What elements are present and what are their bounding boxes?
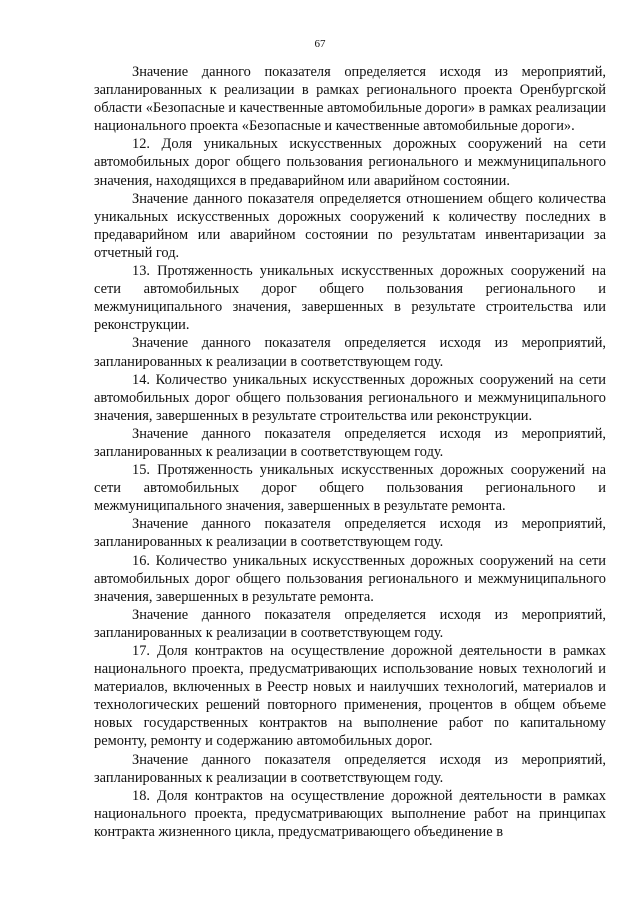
paragraph-indicator-13: 13. Протяженность уникальных искусственных дорожных сооружений на сети автомобильных дорог общего пользования регионального и межмуниципального значения, завершенных в результате строительства или реконструкции. (94, 263, 606, 334)
paragraph-indicator-18: 18. Доля контрактов на осуществление дорожной деятельности в рамках национального проекта, предусматривающих выполнение работ на принципах контракта жизненного цикла, предусматривающего объединение в (94, 787, 606, 840)
paragraph-value-description: Значение данного показателя определяется исходя из мероприятий, запланированных к реализации в соответствующем году. (94, 606, 606, 641)
paragraph-indicator-17: 17. Доля контрактов на осуществление дорожной деятельности в рамках национального проекта, предусматривающих использование новых технологий и материалов, включенных в Реестр новых и наилучших технологий, материалов и технологических решений повторного применения, процентов в общем объеме новых государственных контрактов на выполнение работ по капитальному ремонту, ремонту и содержанию автомобильных дорог. (94, 643, 606, 750)
paragraph-indicator-16: 16. Количество уникальных искусственных дорожных сооружений на сети автомобильных дорог общего пользования регионального и межмуниципального значения, завершенных в результате ремонта. (94, 552, 606, 605)
paragraph-value-description: Значение данного показателя определяется исходя из мероприятий, запланированных к реализации в соответствующем году. (94, 751, 606, 786)
paragraph-value-description: Значение данного показателя определяется исходя из мероприятий, запланированных к реализации в соответствующем году. (94, 516, 606, 551)
paragraph-value-description: Значение данного показателя определяется отношением общего количества уникальных искусственных дорожных сооружений к количеству последних в предаварийном или аварийном состоянии по результатам инвентаризации за отчетный год. (94, 190, 606, 261)
paragraph-indicator-15: 15. Протяженность уникальных искусственных дорожных сооружений на сети автомобильных дорог общего пользования регионального и межмуниципального значения, завершенных в результате ремонта. (94, 462, 606, 515)
page-number: 67 (314, 38, 326, 50)
paragraph-value-description: Значение данного показателя определяется исходя из мероприятий, запланированных к реализации в соответствующем году. (94, 335, 606, 370)
paragraph-indicator-14: 14. Количество уникальных искусственных дорожных сооружений на сети автомобильных дорог общего пользования регионального и межмуниципального значения, завершенных в результате строительства или реконструкции. (94, 371, 606, 424)
paragraph-value-description: Значение данного показателя определяется исходя из мероприятий, запланированных к реализации в рамках регионального проекта Оренбургской области «Безопасные и качественные автомобильные дороги» в рамках реализации национального проекта «Безопасные и качественные автомобильные дороги». (94, 64, 606, 135)
document-body (94, 63, 606, 841)
paragraph-indicator-12: 12. Доля уникальных искусственных дорожных сооружений на сети автомобильных дорог общего пользования регионального и межмуниципального значения, находящихся в предаварийном или аварийном состоянии. (94, 136, 606, 189)
paragraph-value-description: Значение данного показателя определяется исходя из мероприятий, запланированных к реализации в соответствующем году. (94, 425, 606, 460)
